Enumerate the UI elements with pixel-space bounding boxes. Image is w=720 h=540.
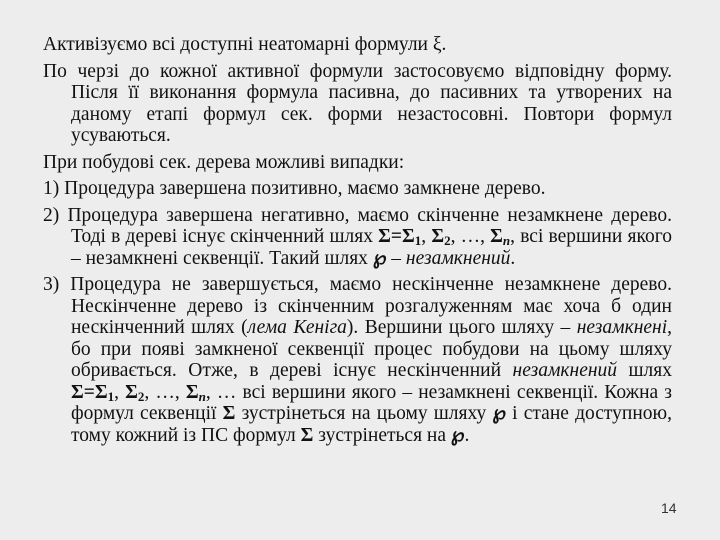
separator: , [114,381,126,403]
sigma-symbol: Σ [222,403,236,424]
subscript-n: n [198,388,206,404]
period: . [510,247,516,269]
sigma-symbol: Σ [490,226,503,247]
case-3-text: зустрінеться на цьому шляху [235,403,493,424]
separator: , [421,226,432,247]
slide-body [43,34,672,446]
case-3-text: ). Вершини цього шляху – [346,317,577,338]
sigma-symbol: Σ [431,226,445,247]
ellipsis: , …, [144,381,186,403]
term-unclosed: незамкнені [576,317,668,338]
page-number: 14 [661,500,677,516]
term-koenig-lemma: лема Кеніга [247,317,347,338]
case-3-text: 3) Процедура не завершується, маємо нескінченне незамкнене дерево. Нескінченне дерево із скінченним розгалуженням має хоча б один нескінченний шлях ( [43,274,672,338]
weierstrass-p-symbol: ℘ [450,424,465,446]
weierstrass-p-symbol: ℘ [372,247,387,269]
case-3-text: , бо при появі замкненої секвенції процес побудови на цьому шляху обривається. Отже, в дереві існує нескінченний [71,317,672,381]
subscript-1: 1 [107,388,115,404]
sigma-symbol: Σ [125,381,138,403]
term-unclosed: незамкнений [405,247,511,269]
list-item-case-1: 1) Процедура завершена позитивно, маємо замкнене дерево. [43,178,546,199]
period: . [464,424,470,446]
subscript-1: 1 [414,233,422,248]
weierstrass-p-symbol: ℘ [492,403,506,424]
list-item-case-3 [43,274,672,446]
ellipsis: , …, [450,226,491,247]
subscript-2: 2 [137,388,145,404]
sigma-path-symbol: Σ=Σ [71,381,108,403]
paragraph-activate: Активізуємо всі доступні неатомарні формули ξ. [43,34,447,55]
term-unclosed: незамкнений [512,360,618,381]
subscript-n: n [502,233,511,248]
case-3-text: зустрінеться на [313,424,451,446]
sigma-symbol: Σ [300,424,314,446]
sigma-path-symbol: Σ=Σ [378,226,415,247]
paragraph-cases-intro: При побудові сек. дерева можливі випадки: [43,151,405,173]
case-2-text: 2) Процедура завершена негативно, маємо скінченне незамкнене дерево. Тоді в дереві існує скінченний шлях [43,204,672,247]
case-2-text: , всі вершини якого – незамкнені секвенції. Такий шлях [71,226,673,269]
case-3-text: , … всі вершини якого – незамкнені секвенції. Кожна з формул секвенції [71,381,673,424]
list-item-case-2 [43,205,672,270]
case-3-text: і стане доступною, тому кожний із ПС формул [71,403,672,446]
dash: – [386,247,406,269]
paragraph-procedure: По черзі до кожної активної формули застосовуємо відповідну форму. Після її виконання формула пасивна, до пасивних та утворених на даному етапі формул сек. форми незастосовні. Повтори формул усуваються. [43,60,672,146]
sigma-symbol: Σ [185,381,199,403]
subscript-2: 2 [444,233,451,248]
case-3-text: шлях [617,360,672,381]
